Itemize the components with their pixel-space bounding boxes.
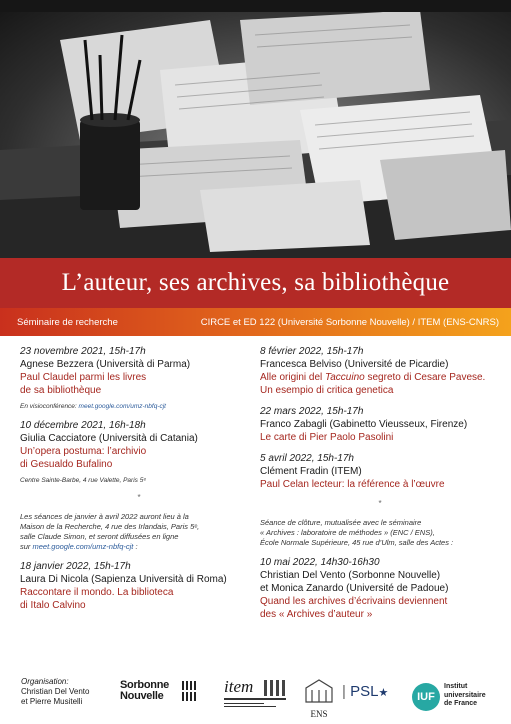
note-line: salle Claude Simon, et seront diffusées en ligne [20,532,179,541]
session-title-cont: des « Archives d’auteur » [260,609,373,620]
separator: * [378,499,382,508]
session-venue: Centre Sainte-Barbe, 4 rue Valette, Paris 5ᵉ [20,477,146,484]
session-title: Un’opera postuma: l’archivio [20,446,147,457]
session-date: 10 mai 2022, 14h30-16h30 [260,557,380,568]
note-line: Séance de clôture, mutualisée avec le séminaire [260,518,422,527]
session-date: 5 avril 2022, 15h-17h [260,453,354,464]
note-line: Les séances de janvier à avril 2022 auront lieu à la [20,512,189,521]
item-logo: item [224,678,286,712]
meeting-link[interactable]: meet.google.com/umz-nbfq-cjt [32,542,134,551]
note-line: École Normale Supérieure, 45 rue d’Ulm, salle des Actes : [260,538,454,547]
header-photo [0,0,511,258]
organisers [21,687,89,707]
session-date: 23 novembre 2021, 15h-17h [20,346,146,357]
session-entry [260,556,500,621]
session-date: 18 janvier 2022, 15h-17h [20,561,131,572]
organiser-name: Christian Del Vento [21,687,90,696]
session-speaker: Francesca Belviso (Université de Picardie) [260,359,449,370]
session-title-cont: Un esempio di critica genetica [260,385,394,396]
organiser-name: et Pierre Musitelli [21,697,83,706]
ens-logo: ENS [302,678,336,718]
subtitle-band [0,308,511,336]
session-venue: En visioconférence: meet.google.com/umz-nbfq-cjt [20,403,166,410]
session-entry [260,452,500,491]
session-speaker: Giulia Cacciatore (Università di Catania) [20,433,198,444]
iuf-logo: IUF Institut universitaire de France [412,681,502,717]
title-band [0,258,511,308]
session-entry [20,419,258,485]
page-title: L’auteur, ses archives, sa bibliothèque [61,269,450,296]
session-date: 10 décembre 2021, 16h-18h [20,420,146,431]
session-date: 8 février 2022, 15h-17h [260,346,364,357]
session-date: 22 mars 2022, 15h-17h [260,406,364,417]
session-entry [20,345,258,411]
venue-note [260,518,500,548]
session-title: Alle origini del Taccuino segreto di Cesare Pavese. [260,372,486,383]
psl-logo: | PSL★ [342,683,389,700]
session-entry [260,345,500,397]
session-title-cont: de sa bibliothèque [20,385,102,396]
session-speaker: Franco Zabagli (Gabinetto Vieusseux, Firenze) [260,419,468,430]
session-speaker: et Monica Zanardo (Université de Padoue) [260,583,449,594]
session-title: Raccontare il mondo. La biblioteca [20,587,174,598]
session-speaker: Agnese Bezzera (Università di Parma) [20,359,191,370]
meeting-link[interactable]: meet.google.com/umz-nbfq-cjt [78,403,166,410]
note-line: sur meet.google.com/umz-nbfq-cjt : [20,542,138,551]
left-column [20,345,258,620]
organisation-label: Organisation: [21,677,69,686]
separator: * [137,493,141,502]
note-line: Maison de la Recherche, 4 rue des Irlandais, Paris 5ᵉ, [20,522,200,531]
session-entry [260,405,500,444]
session-entry [20,560,258,612]
seminar-label: Séminaire de recherche [17,316,118,328]
session-title-cont: di Gesualdo Bufalino [20,459,113,470]
venue-note [20,512,258,552]
session-title-cont: di Italo Calvino [20,600,86,611]
session-speaker: Christian Del Vento (Sorbonne Nouvelle) [260,570,441,581]
right-column [260,345,500,629]
sorbonne-nouvelle-logo: Sorbonne Nouvelle [120,680,198,714]
session-title: Le carte di Pier Paolo Pasolini [260,432,394,443]
session-title: Paul Celan lecteur: la référence à l’œuvre [260,479,445,490]
session-speaker: Clément Fradin (ITEM) [260,466,362,477]
footer [0,674,511,724]
institutions-label: CIRCE et ED 122 (Université Sorbonne Nouvelle) / ITEM (ENS-CNRS) [200,316,499,328]
session-title: Paul Claudel parmi les livres [20,372,147,383]
session-speaker: Laura Di Nicola (Sapienza Università di Roma) [20,574,227,585]
note-line: « Archives : laboratoire de méthodes » (ENC / ENS), [260,528,435,537]
session-title: Quand les archives d’écrivains deviennent [260,596,448,607]
